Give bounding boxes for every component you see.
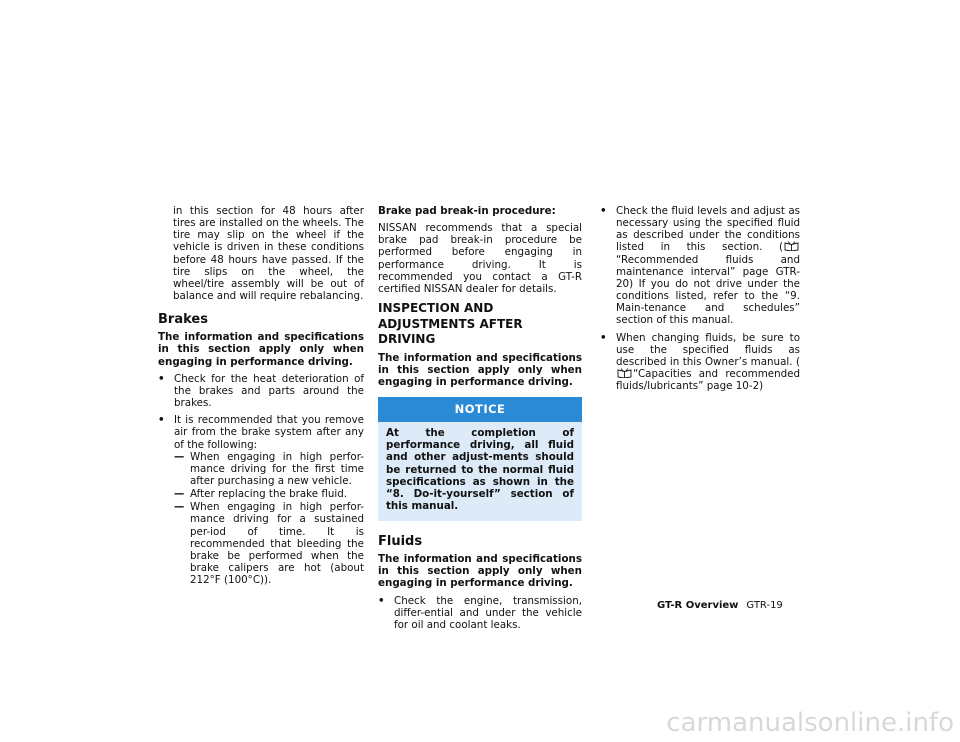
- right-column: [600, 205, 800, 397]
- list-item: [600, 205, 800, 327]
- notice-text: At the completion of performance driving, all fluid and other adjust-ments should be returned to the normal fluid specifications as shown in the “8. Do-it-yourself” section of this manual.: [386, 427, 574, 512]
- dash-mark: —: [174, 501, 185, 514]
- sub-list-item-text: After replacing the brake fluid.: [190, 488, 348, 501]
- bullet-mark: •: [600, 205, 607, 217]
- list-item-text: Check the engine, transmission, differ-ential and under the vehicle for oil and coolant leaks.: [394, 594, 582, 631]
- list-item-text-end: “Recommended fluids and maintenance interval” page GTR-20) If you do not drive under the conditions listed, refer to the “9. Main-tenance and schedules” section of this manual.: [616, 253, 800, 327]
- inspection-heading: INSPECTION AND ADJUSTMENTS AFTER DRIVING: [378, 301, 523, 347]
- inspection-subheading: The information and specifications in this section apply only when engaging in performance driving.: [378, 351, 582, 388]
- notice-box: [378, 397, 582, 521]
- breakin-paragraph: NISSAN recommends that a special brake pad break-in procedure be performed before engaging in performance driving. It is recommended you contact a GT-R certified NISSAN dealer for details.: [378, 222, 582, 295]
- list-item: [600, 332, 800, 393]
- breakin-title: Brake pad break-in procedure:: [378, 205, 556, 217]
- list-item-text: Check for the heat deterioration of the brakes and parts around the brakes.: [174, 372, 364, 410]
- list-item: [158, 414, 364, 586]
- list-item-text-start: When changing fluids, be sure to use the specified fluids as described in this Owner’s manual. (: [616, 331, 800, 368]
- bullet-mark: •: [600, 331, 607, 344]
- sub-list-item-text: When engaging in high perfor-mance driving for the first time after purchasing a new vehicle.: [190, 450, 364, 487]
- book-reference-icon: [617, 368, 632, 378]
- book-reference-icon: [784, 241, 799, 251]
- brakes-heading: Brakes: [158, 312, 208, 328]
- sub-list-item: [174, 501, 364, 586]
- intro-paragraph: in this section for 48 hours after tires are installed on the wheels. The tire may slip on the wheel if the vehicle is driven in these conditions before 48 hours have passed. If the tire slips on the wheel, the wheel/tire assembly will be out of balance and will require rebalancing.: [173, 205, 364, 303]
- brakes-subheading: The information and specifications in this section apply only when engaging in performance driving.: [158, 331, 364, 368]
- dash-mark: —: [174, 488, 185, 501]
- notice-title: NOTICE: [378, 397, 582, 422]
- list-item: [378, 595, 582, 631]
- bullet-mark: •: [378, 594, 385, 607]
- fluids-heading: Fluids: [378, 534, 423, 550]
- left-column: [158, 205, 364, 591]
- bullet-mark: •: [158, 372, 165, 385]
- middle-column: [378, 205, 582, 636]
- list-item-text: It is recommended that you remove air from the brake system after any of the following:: [174, 414, 364, 451]
- sub-list-item-text: When engaging in high perfor-mance driving for a sustained per-iod of time. It is recommended that bleeding the brake be performed when the brake calipers are hot (about 212°F (100°C)).: [190, 501, 364, 587]
- page-number: GTR-19: [746, 600, 783, 611]
- list-item-text-end: “Capacities and recommended fluids/lubricants” page 10-2): [616, 368, 800, 393]
- page-footer: [657, 600, 783, 611]
- list-item-text-start: Check the fluid levels and adjust as necessary using the specified fluid as described under the conditions listed in this section. (: [616, 205, 800, 254]
- bullet-mark: •: [158, 414, 165, 427]
- sub-list-item: [174, 488, 364, 500]
- sub-list-item: [174, 451, 364, 487]
- fluids-subheading: The information and specifications in this section apply only when engaging in performance driving.: [378, 553, 582, 590]
- notice-body: [378, 422, 582, 521]
- footer-section-title: GT-R Overview: [657, 600, 739, 611]
- watermark: carmanualsonline.info: [666, 708, 954, 738]
- dash-mark: —: [174, 450, 185, 463]
- list-item: [158, 373, 364, 409]
